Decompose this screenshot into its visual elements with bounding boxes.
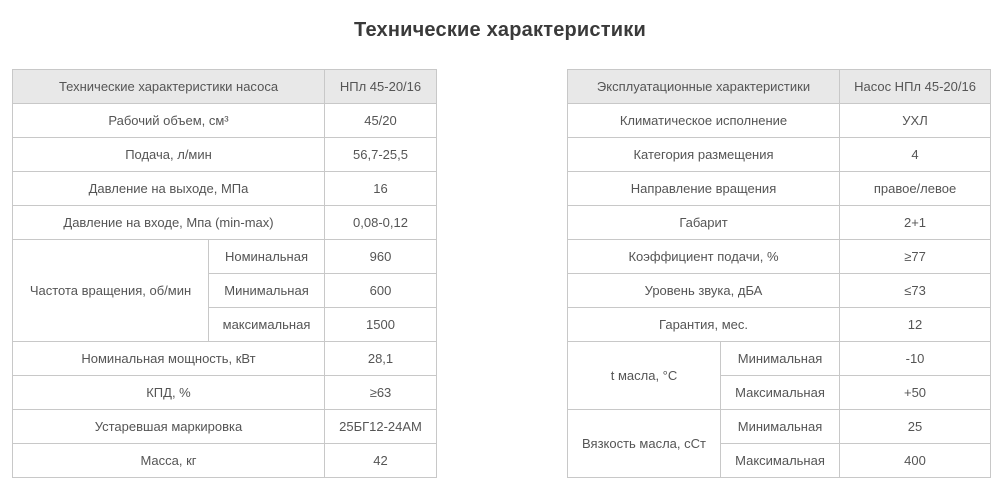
row-label: Рабочий объем, см³ bbox=[13, 104, 325, 138]
table-row bbox=[568, 410, 991, 444]
row-value: 56,7-25,5 bbox=[325, 138, 437, 172]
table-row bbox=[568, 240, 991, 274]
table-row bbox=[568, 342, 991, 376]
table-row bbox=[13, 342, 437, 376]
speed-sub-value: 600 bbox=[325, 274, 437, 308]
row-value: 42 bbox=[325, 444, 437, 478]
table-header-row bbox=[13, 70, 437, 104]
row-label: Масса, кг bbox=[13, 444, 325, 478]
table-row bbox=[13, 104, 437, 138]
viscosity-sub-value: 25 bbox=[840, 410, 991, 444]
row-label: Уровень звука, дБА bbox=[568, 274, 840, 308]
row-value: 28,1 bbox=[325, 342, 437, 376]
oil-temp-sub-value: +50 bbox=[840, 376, 991, 410]
viscosity-label: Вязкость масла, сСт bbox=[568, 410, 721, 478]
viscosity-sub-label: Максимальная bbox=[721, 444, 840, 478]
oil-temp-label: t масла, °С bbox=[568, 342, 721, 410]
header-model: Насос НПл 45-20/16 bbox=[840, 70, 991, 104]
page-title: Технические характеристики bbox=[354, 19, 646, 41]
row-value: 25БГ12-24АМ bbox=[325, 410, 437, 444]
row-value: 0,08-0,12 bbox=[325, 206, 437, 240]
row-value: 12 bbox=[840, 308, 991, 342]
oil-temp-sub-label: Максимальная bbox=[721, 376, 840, 410]
speed-sub-label: Минимальная bbox=[209, 274, 325, 308]
table-row bbox=[568, 308, 991, 342]
row-label: Габарит bbox=[568, 206, 840, 240]
table-row bbox=[13, 138, 437, 172]
row-label: Коэффициент подачи, % bbox=[568, 240, 840, 274]
speed-label: Частота вращения, об/мин bbox=[13, 240, 209, 342]
oil-temp-sub-value: -10 bbox=[840, 342, 991, 376]
table-row bbox=[13, 410, 437, 444]
viscosity-sub-label: Минимальная bbox=[721, 410, 840, 444]
row-label: Климатическое исполнение bbox=[568, 104, 840, 138]
row-label: Устаревшая маркировка bbox=[13, 410, 325, 444]
row-value: ≥77 bbox=[840, 240, 991, 274]
pump-specs-table bbox=[12, 69, 437, 478]
operational-specs-table bbox=[567, 69, 991, 478]
row-label: Категория размещения bbox=[568, 138, 840, 172]
row-value: ≥63 bbox=[325, 376, 437, 410]
table-row bbox=[568, 172, 991, 206]
speed-sub-value: 1500 bbox=[325, 308, 437, 342]
header-param: Технические характеристики насоса bbox=[13, 70, 325, 104]
table-header-row bbox=[568, 70, 991, 104]
row-label: Направление вращения bbox=[568, 172, 840, 206]
table-row bbox=[13, 240, 437, 274]
table-row bbox=[13, 172, 437, 206]
row-value: УХЛ bbox=[840, 104, 991, 138]
viscosity-sub-value: 400 bbox=[840, 444, 991, 478]
table-row bbox=[568, 206, 991, 240]
table-row bbox=[568, 104, 991, 138]
header-param: Эксплуатационные характеристики bbox=[568, 70, 840, 104]
row-label: Номинальная мощность, кВт bbox=[13, 342, 325, 376]
row-label: Гарантия, мес. bbox=[568, 308, 840, 342]
row-label: Давление на выходе, МПа bbox=[13, 172, 325, 206]
table-row bbox=[13, 206, 437, 240]
row-value: 45/20 bbox=[325, 104, 437, 138]
table-row bbox=[568, 274, 991, 308]
table-row bbox=[13, 444, 437, 478]
speed-sub-label: Номинальная bbox=[209, 240, 325, 274]
row-value: 16 bbox=[325, 172, 437, 206]
row-value: 2+1 bbox=[840, 206, 991, 240]
row-label: Подача, л/мин bbox=[13, 138, 325, 172]
row-value: 4 bbox=[840, 138, 991, 172]
row-label: Давление на входе, Мпа (min-max) bbox=[13, 206, 325, 240]
row-label: КПД, % bbox=[13, 376, 325, 410]
speed-sub-label: максимальная bbox=[209, 308, 325, 342]
speed-sub-value: 960 bbox=[325, 240, 437, 274]
oil-temp-sub-label: Минимальная bbox=[721, 342, 840, 376]
row-value: ≤73 bbox=[840, 274, 991, 308]
table-row bbox=[13, 376, 437, 410]
header-model: НПл 45-20/16 bbox=[325, 70, 437, 104]
row-value: правое/левое bbox=[840, 172, 991, 206]
table-row bbox=[568, 138, 991, 172]
